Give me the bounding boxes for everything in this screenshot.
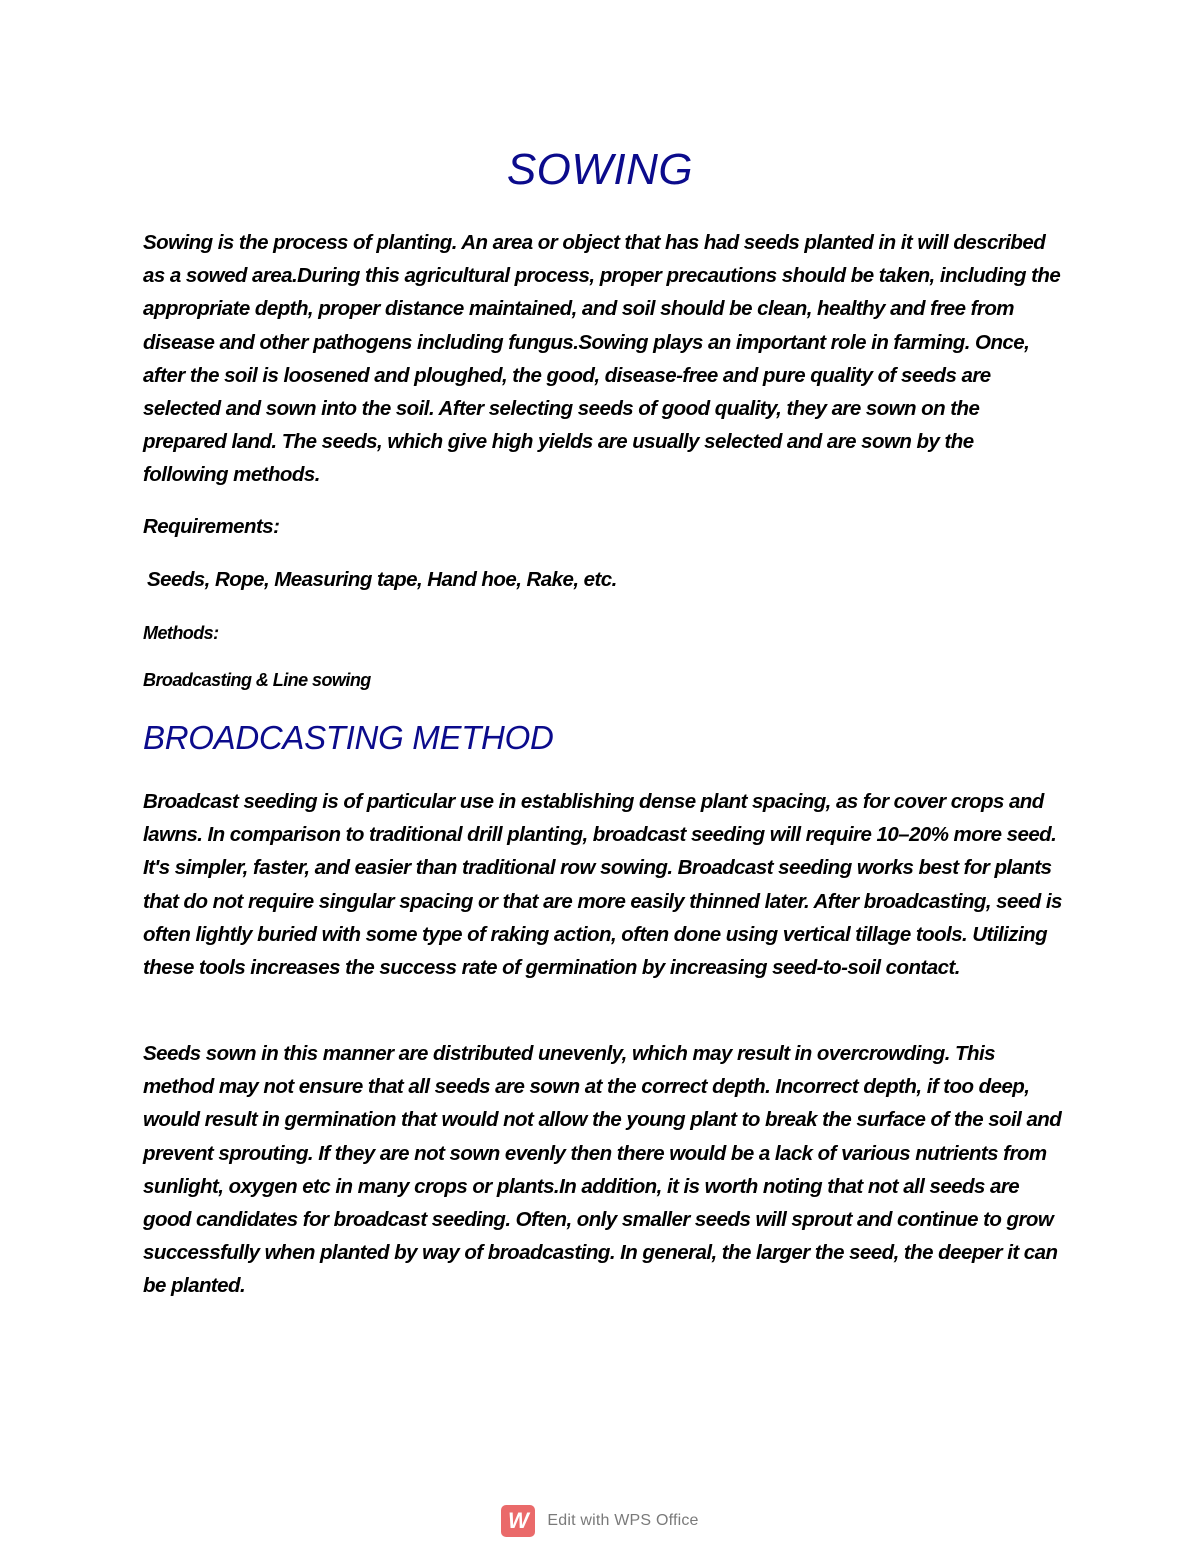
methods-label: Methods: <box>143 623 219 643</box>
wps-logo-icon: W <box>501 1505 535 1537</box>
section-heading-broadcasting: BROADCASTING METHOD <box>143 719 554 756</box>
methods-list: Broadcasting & Line sowing <box>143 670 371 690</box>
requirements-label: Requirements: <box>143 515 280 538</box>
broadcast-paragraph-2: Seeds sown in this manner are distributed unevenly, which may result in overcrowding. This method may not ensure that all seeds are sown at the correct depth. Incorrect depth, if too deep, would result in germination that would not allow the young plant to break the surface of the soil and prevent sprouting. If they are not sown evenly then there would be a lack of various nutrients from sunlight, oxygen etc in many crops or plants.In addition, it is worth noting that not all seeds are good candidates for broadcast seeding. Often, only smaller seeds will sprout and continue to grow successfully when planted by way of broadcasting. In general, the larger the seed, the deeper it can be planted. <box>143 1042 1062 1298</box>
broadcast-paragraph-1: Broadcast seeding is of particular use in establishing dense plant spacing, as for cover crops and lawns. In comparison to traditional drill planting, broadcast seeding will require 10–20% more seed. It's simpler, faster, and easier than traditional row sowing. Broadcast seeding works best for plants that do not require singular spacing or that are more easily thinned later. After broadcasting, seed is often lightly buried with some type of raking action, often done using vertical tillage tools. Utilizing these tools increases the success rate of germination by increasing seed-to-soil contact. <box>143 790 1062 980</box>
intro-paragraph: Sowing is the process of planting. An area or object that has had seeds planted in it will described as a sowed area.During this agricultural process, proper precautions should be taken, including the appropriate depth, proper distance maintained, and soil should be clean, healthy and free from disease and other pathogens including fungus.Sowing plays an important role in farming. Once, after the soil is loosened and ploughed, the good, disease-free and pure quality of seeds are selected and sown into the soil. After selecting seeds of good quality, they are sown on the prepared land. The seeds, which give high yields are usually selected and are sown by the following methods. <box>143 231 1061 487</box>
requirements-list: Seeds, Rope, Measuring tape, Hand hoe, Rake, etc. <box>147 568 617 591</box>
wps-edit-label[interactable]: Edit with WPS Office <box>547 1512 699 1529</box>
document-title: SOWING <box>506 145 694 194</box>
wps-footer-watermark[interactable] <box>0 1505 1200 1537</box>
